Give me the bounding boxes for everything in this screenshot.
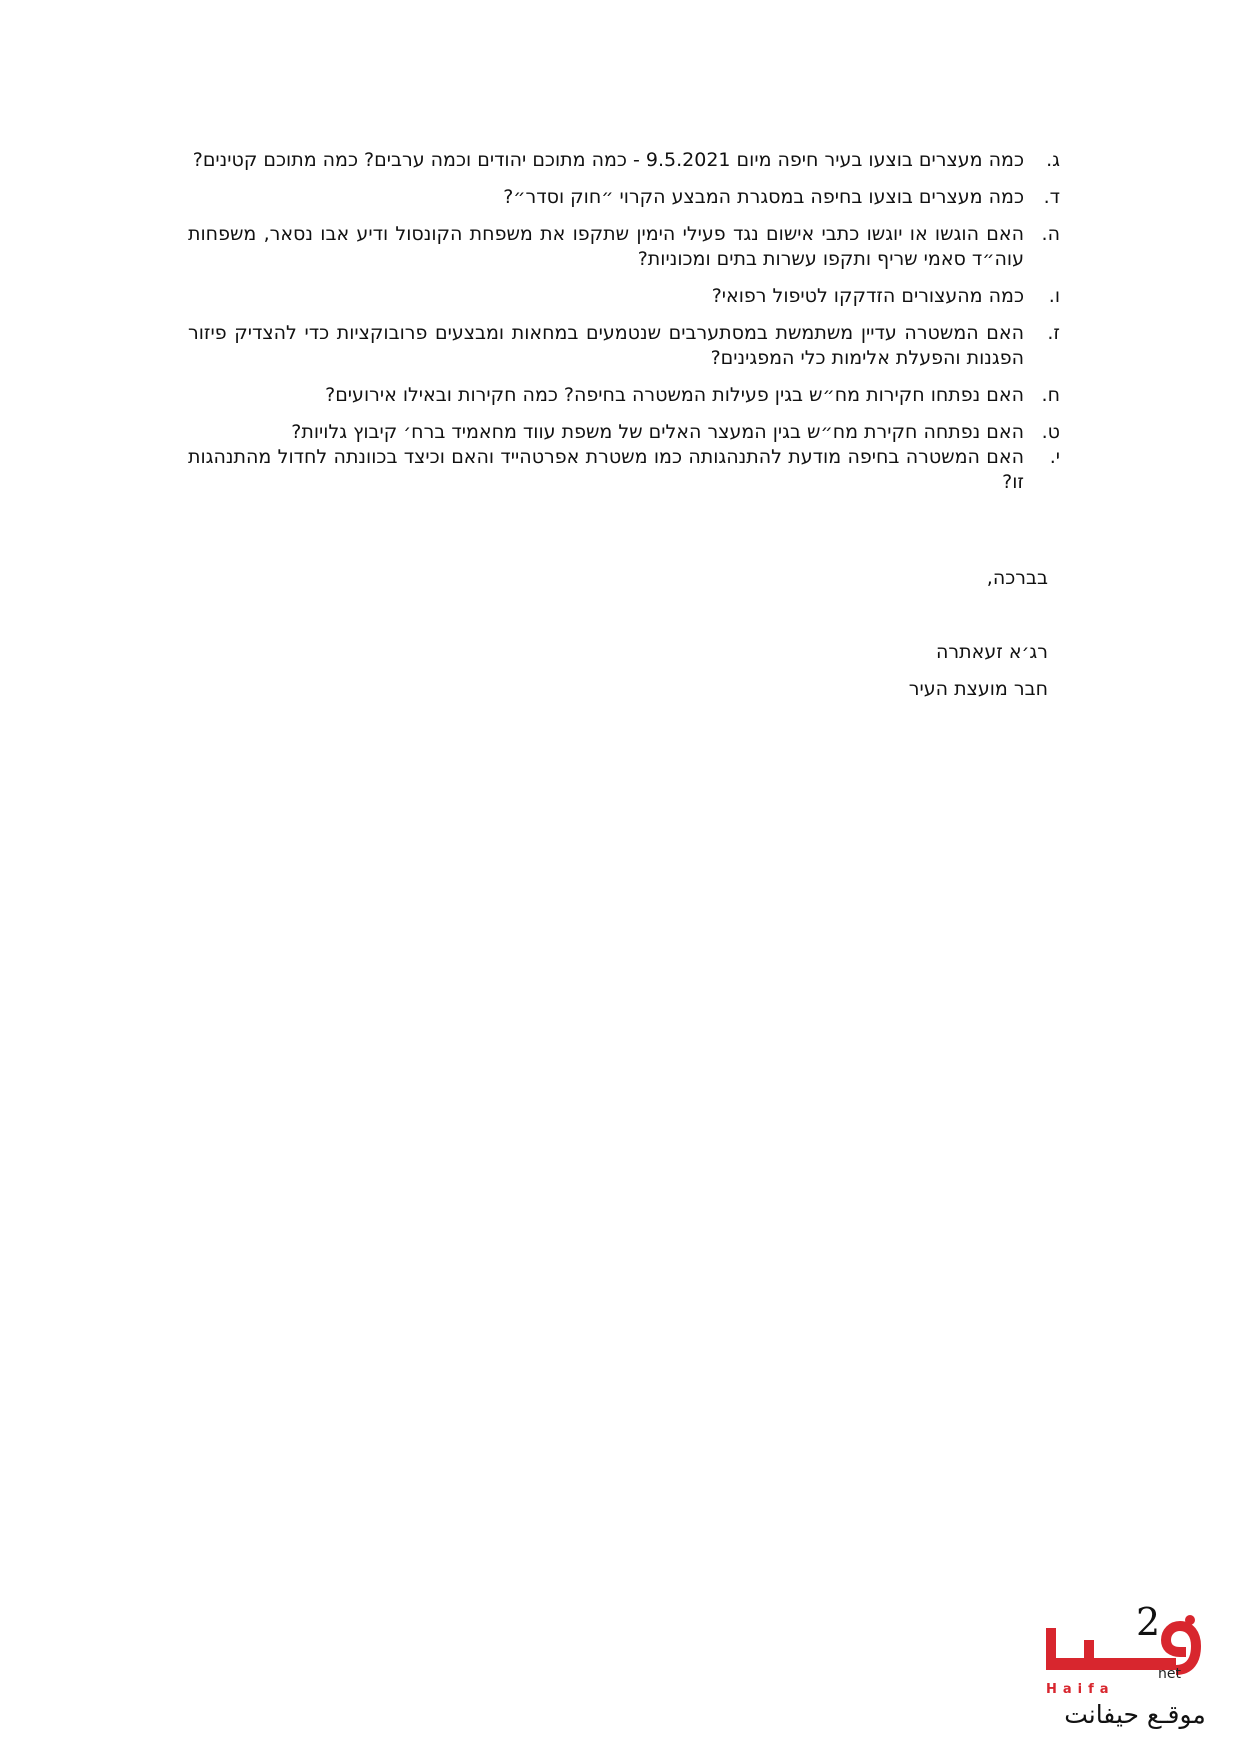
question-item	[188, 148, 1060, 173]
question-item	[188, 284, 1060, 309]
question-letter: ג.	[1046, 149, 1060, 171]
haifanet-logo	[1040, 1600, 1230, 1740]
questions-list	[188, 148, 1060, 507]
question-letter: ז.	[1047, 322, 1060, 344]
logo-arabic-text: موقـع حيفانت	[1064, 1700, 1206, 1729]
logo-latin: Haifa	[1046, 1682, 1115, 1697]
signature-title: חבר מועצת העיר	[908, 678, 1048, 700]
question-item	[188, 445, 1060, 495]
question-item	[188, 383, 1060, 408]
question-text: כמה מעצרים בוצעו בחיפה במסגרת המבצע הקרוי ״חוק וסדר״?	[503, 186, 1024, 208]
logo-two: 2	[1136, 1600, 1161, 1644]
question-text: האם נפתחה חקירת מח״ש בגין המעצר האלים של משפת עווד מחאמיד ברח׳ קיבוץ גלויות?	[291, 421, 1024, 443]
question-letter: ה.	[1041, 223, 1060, 245]
question-text: האם המשטרה עדיין משתמשת במסתערבים שנטמעים במחאות ומבצעים פרובוקציות כדי להצדיק פיזור הפגנות והפעלת אלימות כלי המפגינים?	[188, 322, 1024, 369]
question-letter: ו.	[1048, 285, 1060, 307]
question-letter: ד.	[1043, 186, 1060, 208]
question-item	[188, 185, 1060, 210]
question-letter: י.	[1049, 446, 1060, 468]
question-text: האם הוגשו או יוגשו כתבי אישום נגד פעילי הימין שתקפו את משפחת הקונסול ודיע אבו נסאר, משפחות עוה״ד סאמי שריף ותקפו עשרות בתים ומכוניות?	[188, 223, 1024, 270]
closing-salutation: בברכה,	[986, 567, 1048, 589]
question-text: כמה מעצרים בוצעו בעיר חיפה מיום 9.5.2021 - כמה מתוכם יהודים וכמה ערבים? כמה מתוכם קטינים?	[192, 149, 1024, 171]
signature-name: רג׳א זעאתרה	[936, 641, 1048, 663]
logo-net: net	[1158, 1666, 1181, 1682]
question-text: האם נפתחו חקירות מח״ש בגין פעילות המשטרה בחיפה? כמה חקירות ובאילו אירועים?	[325, 384, 1024, 406]
question-letter: ט.	[1041, 421, 1060, 443]
question-item	[188, 420, 1060, 445]
question-item	[188, 222, 1060, 272]
question-item	[188, 321, 1060, 371]
question-letter: ח.	[1041, 384, 1060, 406]
question-text: האם המשטרה בחיפה מודעת להתנהגותה כמו משטרת אפרטהייד והאם וכיצד בכוונתה לחדול מהתנהגות זו?	[188, 446, 1024, 493]
question-text: כמה מהעצורים הזדקקו לטיפול רפואי?	[711, 285, 1024, 307]
